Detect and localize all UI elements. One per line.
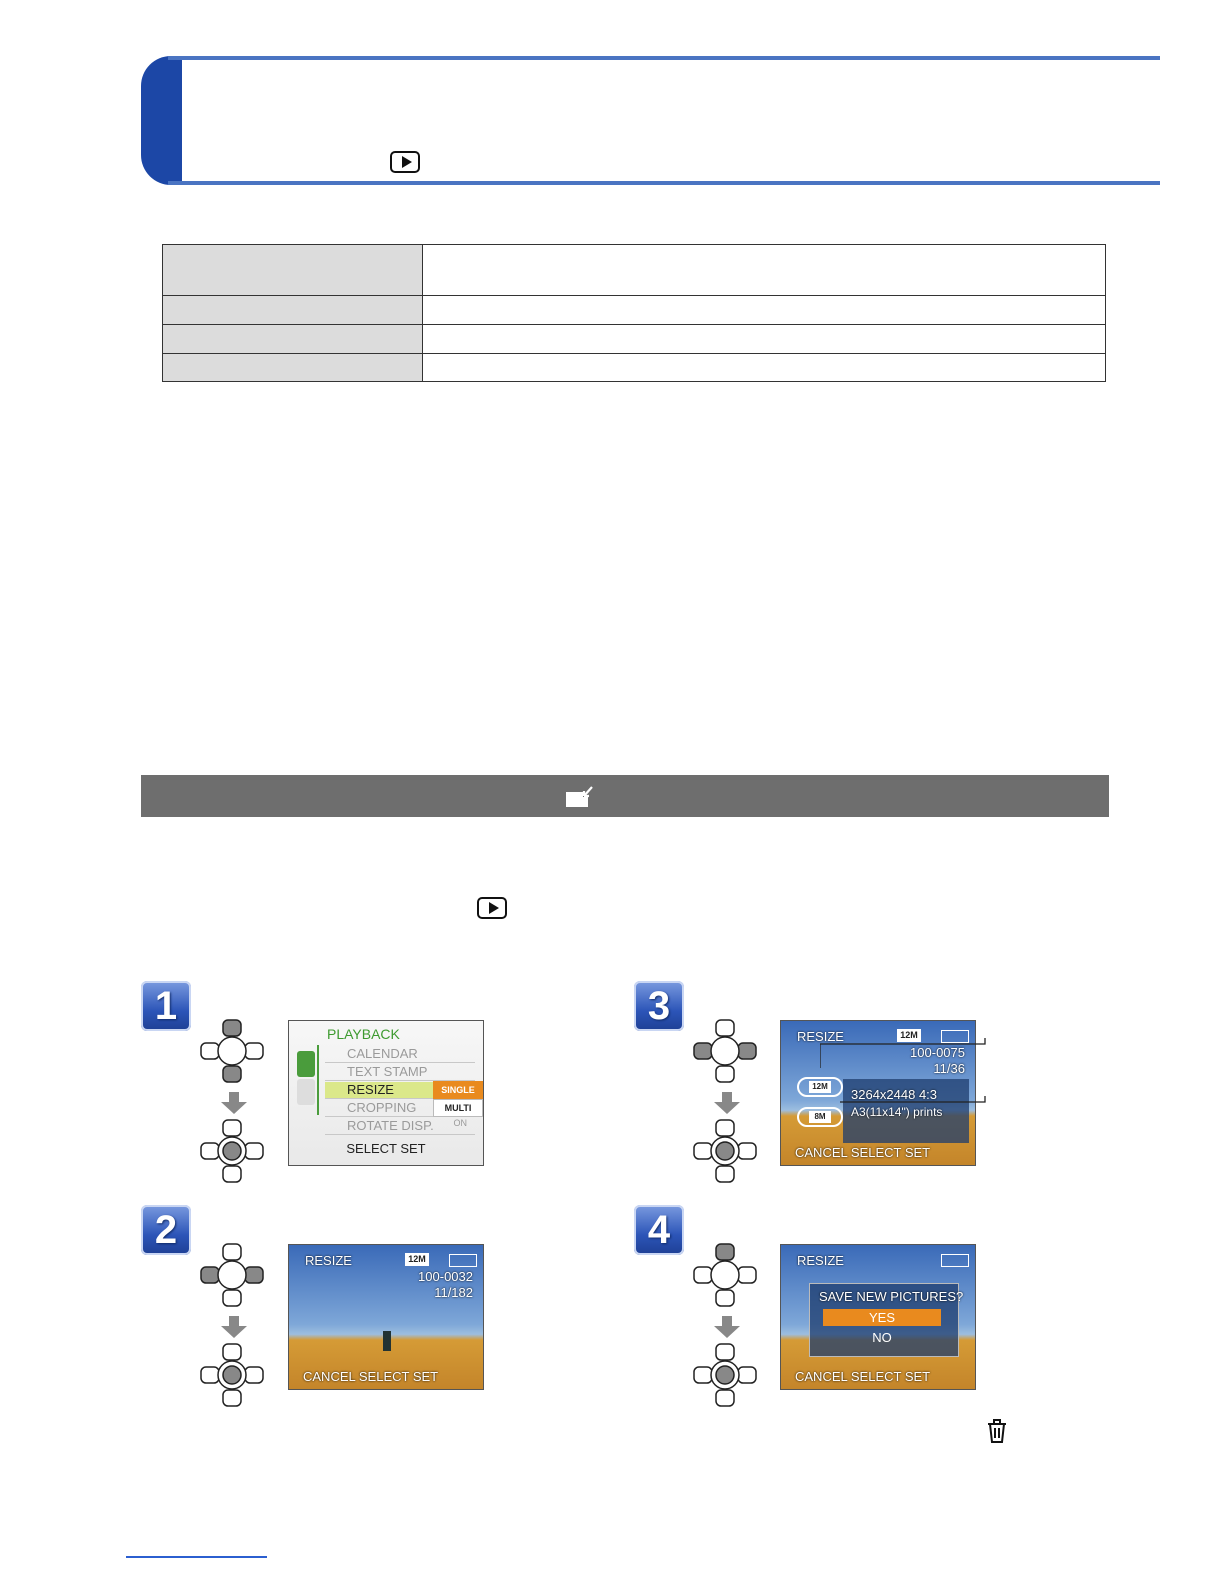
play-icon xyxy=(477,897,507,919)
menu-footer: SELECT SET xyxy=(346,1141,426,1156)
table-cell xyxy=(163,354,423,382)
size-option[interactable]: 8M xyxy=(809,1111,831,1123)
arrow-down-icon xyxy=(714,1316,740,1338)
table-cell xyxy=(163,296,423,325)
menu-item: TEXT STAMP xyxy=(325,1064,475,1081)
table-cell xyxy=(163,325,423,354)
lcd-confirm-screen xyxy=(780,1244,976,1390)
print-size-text: A3(11x14") prints xyxy=(851,1105,943,1119)
header-rule-top xyxy=(168,56,1160,60)
cursor-pad-set xyxy=(199,1118,267,1184)
yes-option[interactable]: YES xyxy=(823,1309,941,1326)
step-badge: 4 xyxy=(634,1205,684,1255)
screen-footer: CANCEL SELECT SET xyxy=(795,1369,931,1384)
battery-icon xyxy=(449,1254,477,1267)
submenu-multi: MULTI xyxy=(433,1099,483,1117)
resolution-text: 3264x2448 4:3 xyxy=(851,1087,938,1102)
spec-table xyxy=(162,244,1106,382)
cursor-pad-leftright xyxy=(199,1242,267,1308)
section-bar xyxy=(141,775,1109,817)
cursor-pad-set xyxy=(199,1342,267,1408)
callout-lines xyxy=(820,1038,990,1108)
header-area xyxy=(182,60,1160,181)
dialog-question: SAVE NEW PICTURES? xyxy=(819,1289,964,1304)
size-badge: 12M xyxy=(897,1029,921,1042)
wrench-tab-icon xyxy=(297,1079,315,1105)
menu-item: ROTATE DISP. ON xyxy=(325,1118,475,1135)
submenu-single: SINGLE xyxy=(433,1081,483,1099)
table-cell xyxy=(423,354,1106,382)
footer-rule xyxy=(126,1556,267,1558)
step-badge: 3 xyxy=(634,981,684,1031)
lcd-resize-screen xyxy=(288,1244,484,1390)
playback-tab-icon xyxy=(297,1051,315,1077)
step-badge: 1 xyxy=(141,981,191,1031)
file-number: 100-0032 xyxy=(418,1269,473,1284)
arrow-down-icon xyxy=(221,1316,247,1338)
table-cell xyxy=(423,296,1106,325)
menu-item-selected: RESIZE xyxy=(325,1082,475,1099)
step-badge: 2 xyxy=(141,1205,191,1255)
arrow-down-icon xyxy=(714,1092,740,1114)
cursor-pad-set xyxy=(692,1118,760,1184)
header-rule-bottom xyxy=(168,181,1160,185)
menu-title: PLAYBACK xyxy=(327,1026,400,1042)
file-count: 11/36 xyxy=(933,1061,965,1076)
screen-title: RESIZE xyxy=(797,1029,844,1044)
screen-footer: CANCEL SELECT SET xyxy=(795,1145,931,1160)
screen-title: RESIZE xyxy=(305,1253,352,1268)
cursor-pad-up xyxy=(692,1242,760,1308)
table-cell xyxy=(423,245,1106,296)
cursor-pad-updown xyxy=(199,1018,267,1084)
lcd-menu-screen xyxy=(288,1020,484,1166)
table-cell xyxy=(423,325,1106,354)
cursor-pad-leftright xyxy=(692,1018,760,1084)
no-option[interactable]: NO xyxy=(872,1330,892,1345)
trash-icon xyxy=(986,1418,1008,1444)
battery-icon xyxy=(941,1254,969,1267)
screen-title: RESIZE xyxy=(797,1253,844,1268)
play-icon xyxy=(390,151,420,173)
tree-icon xyxy=(383,1331,391,1351)
arrow-down-icon xyxy=(221,1092,247,1114)
cursor-pad-set xyxy=(692,1342,760,1408)
menu-item: CALENDAR xyxy=(325,1046,475,1063)
menu-item: CROPPING xyxy=(325,1100,475,1117)
table-cell xyxy=(163,245,423,296)
file-count: 11/182 xyxy=(434,1285,473,1300)
file-number: 100-0075 xyxy=(910,1045,965,1060)
resize-icon xyxy=(565,784,595,808)
screen-footer: CANCEL SELECT SET xyxy=(303,1369,439,1384)
size-option[interactable]: 12M xyxy=(809,1081,831,1093)
size-badge: 12M xyxy=(405,1253,429,1266)
tab-divider xyxy=(317,1045,319,1115)
